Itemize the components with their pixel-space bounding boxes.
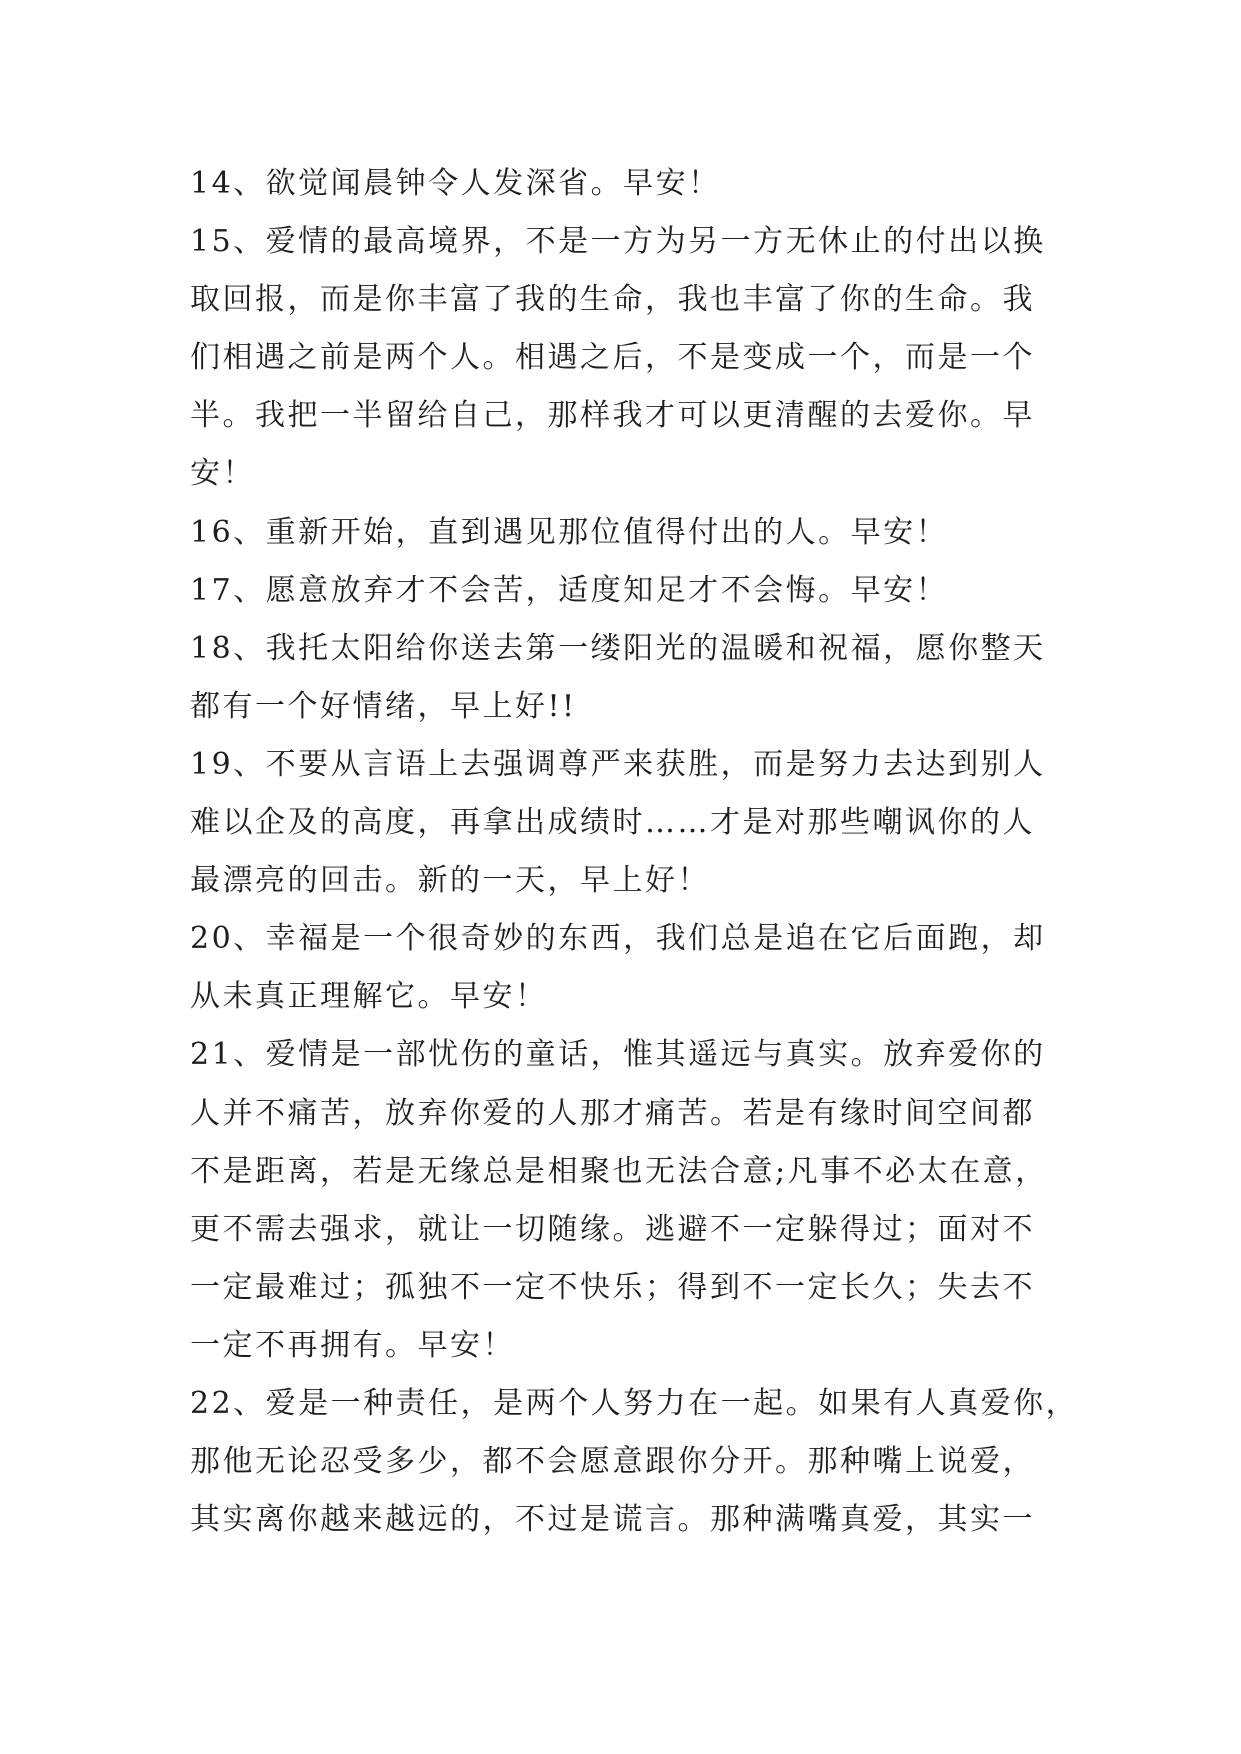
document-body (190, 155, 1079, 1549)
text-line: 都有一个好情绪，早上好!! (190, 688, 577, 724)
text-line: 19、不要从言语上去强调尊严来获胜，而是努力去达到别人 (190, 746, 1046, 782)
text-line: 17、愿意放弃才不会苦，适度知足才不会悔。早安！ (190, 572, 949, 608)
text-line: 从未真正理解它。早安！ (190, 979, 548, 1015)
text-line: 其实离你越来越远的，不过是谎言。那种满嘴真爱，其实一 (190, 1502, 1035, 1538)
text-line: 安！ (190, 456, 255, 492)
text-line: 最漂亮的回击。新的一天，早上好！ (190, 863, 710, 899)
text-line: 20、幸福是一个很奇妙的东西，我们总是追在它后面跑，却 (190, 921, 1046, 957)
text-line: 21、爱情是一部忧伤的童话，惟其遥远与真实。放弃爱你的 (190, 1037, 1046, 1073)
text-line: 16、重新开始，直到遇见那位值得付出的人。早安！ (190, 514, 949, 550)
text-line: 22、爱是一种责任，是两个人努力在一起。如果有人真爱你， (190, 1385, 1079, 1421)
text-line: 取回报，而是你丰富了我的生命，我也丰富了你的生命。我 (190, 282, 1035, 318)
text-line: 一定最难过；孤独不一定不快乐；得到不一定长久；失去不 (190, 1269, 1035, 1305)
text-line: 更不需去强求，就让一切随缘。逃避不一定躲得过；面对不 (190, 1211, 1035, 1247)
text-line: 14、欲觉闻晨钟令人发深省。早安！ (190, 166, 721, 201)
text-line: 一定不再拥有。早安！ (190, 1327, 515, 1363)
text-line: 们相遇之前是两个人。相遇之后，不是变成一个，而是一个 (190, 340, 1035, 376)
text-line: 那他无论忍受多少，都不会愿意跟你分开。那种嘴上说爱， (190, 1444, 1035, 1480)
text-line: 难以企及的高度，再拿出成绩时……才是对那些嘲讽你的人 (190, 805, 1035, 841)
text-line: 15、爱情的最高境界，不是一方为另一方无休止的付出以换 (190, 224, 1046, 260)
text-line: 人并不痛苦，放弃你爱的人那才痛苦。若是有缘时间空间都 (190, 1095, 1035, 1131)
text-line: 18、我托太阳给你送去第一缕阳光的温暖和祝福，愿你整天 (190, 630, 1046, 666)
text-line: 半。我把一半留给自己，那样我才可以更清醒的去爱你。早 (190, 398, 1035, 434)
text-line: 不是距离，若是无缘总是相聚也无法合意;凡事不必太在意， (190, 1153, 1048, 1189)
